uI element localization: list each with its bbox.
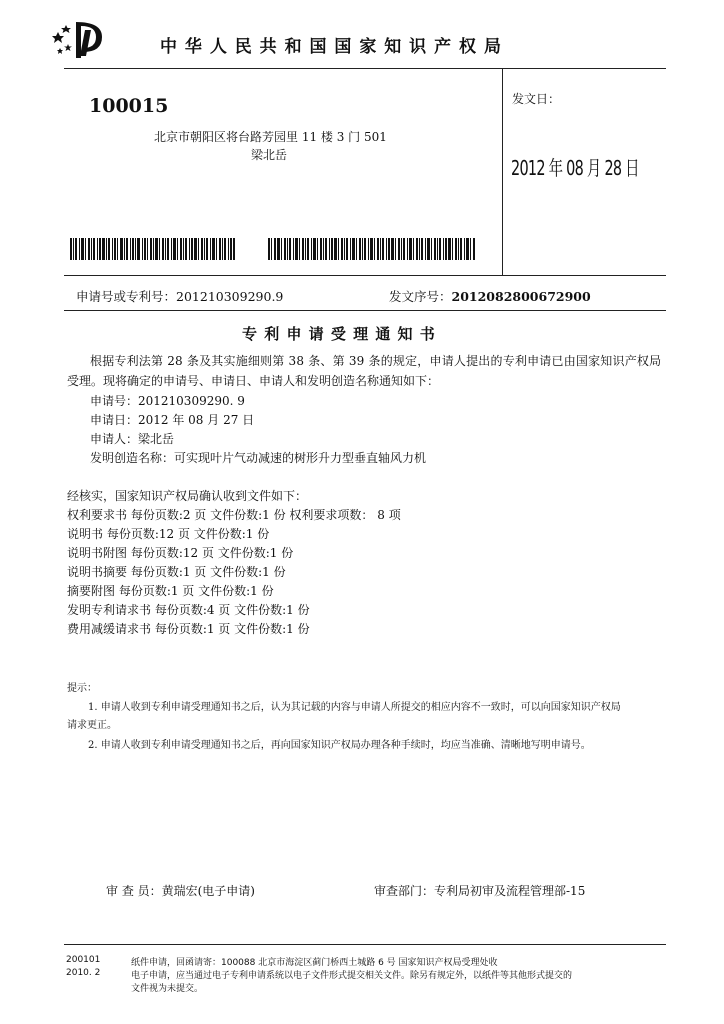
document-number-label: 发文序号： [389,289,452,304]
postal-code: 100015 [89,95,169,117]
numbers-rule [64,310,666,311]
sipo-logo [52,18,108,60]
dispatch-date-label: 发文日： [512,92,561,106]
file-item: 发明专利请求书 每份页数:4 页 文件份数:1 份 [67,603,310,617]
footer-electronic-application: 电子申请，应当通过电子专利申请系统以电子文件形式提交相关文件。除另有规定外，以纸件等其他形式提交的 [131,971,573,981]
file-item: 权利要求书 每份页数:2 页 文件份数:1 份 权利要求项数： 8 项 [67,508,401,522]
field-invention-title: 发明创造名称：可实现叶片气动减速的树形升力型垂直轴风力机 [90,451,427,465]
footer-rule [64,944,666,945]
address-box-divider [502,68,503,275]
application-number-label: 申请号或专利号： [76,289,177,304]
files-intro: 经核实，国家知识产权局确认收到文件如下： [67,489,308,503]
intro-line-1: 根据专利法第 28 条及其实施细则第 38 条、第 39 条的规定，申请人提出的专利申请已由国家知识产权局 [90,354,662,368]
tip-1-line-1: 1. 申请人收到专利申请受理通知书之后，认为其记载的内容与申请人所提交的相应内容不一致时，可以向国家知识产权局 [88,702,621,713]
recipient-address: 北京市朝阳区将台路芳园里 11 楼 3 门 501 [154,130,387,144]
tip-1-line-2: 请求更正。 [67,720,117,731]
barcode-right [268,238,476,260]
footer-code-2: 2010. 2 [66,968,101,978]
file-item: 费用减缓请求书 每份页数:1 页 文件份数:1 份 [67,622,310,636]
recipient-name: 梁北岳 [251,148,288,162]
header-rule [64,68,666,69]
file-item: 摘要附图 每份页数:1 页 文件份数:1 份 [67,584,274,598]
field-applicant: 申请人：梁北岳 [90,432,175,446]
address-box-bottom-rule [64,275,666,276]
intro-line-2: 受理。现将确定的申请号、申请日、申请人和发明创造名称通知如下： [67,374,440,388]
footer-paper-application: 纸件申请，回函请寄：100088 北京市海淀区蓟门桥西土城路 6 号 国家知识产权局受理处收 [131,958,498,968]
document-number-value: 2012082800672900 [451,289,591,304]
office-name: 中 华 人 民 共 和 国 国 家 知 识 产 权 局 [160,37,502,57]
footer-code-1: 200101 [66,955,101,965]
barcode-left [70,238,235,260]
footer-electronic-application-cont: 文件视为未提交。 [131,984,204,994]
examiner: 审 查 员：黄瑞宏(电子申请) [106,884,255,898]
field-application-number: 申请号：201210309290. 9 [90,394,245,408]
file-item: 说明书附图 每份页数:12 页 文件份数:1 份 [67,546,294,560]
file-item: 说明书摘要 每份页数:1 页 文件份数:1 份 [67,565,286,579]
notice-title: 专 利 申 请 受 理 通 知 书 [242,325,436,343]
application-number-row [76,287,283,305]
document-number-row [389,287,591,305]
tips-heading: 提示： [67,683,97,694]
dispatch-date: 2012 年 08 月 28 日 [511,156,639,180]
application-number-value: 201210309290.9 [176,289,284,304]
field-filing-date: 申请日：2012 年 08 月 27 日 [90,413,255,427]
tip-2: 2. 申请人收到专利申请受理通知书之后，再向国家知识产权局办理各种手续时，均应当准确、清晰地写明申请号。 [88,740,591,751]
file-item: 说明书 每份页数:12 页 文件份数:1 份 [67,527,270,541]
examining-department: 审查部门：专利局初审及流程管理部-15 [374,884,586,898]
